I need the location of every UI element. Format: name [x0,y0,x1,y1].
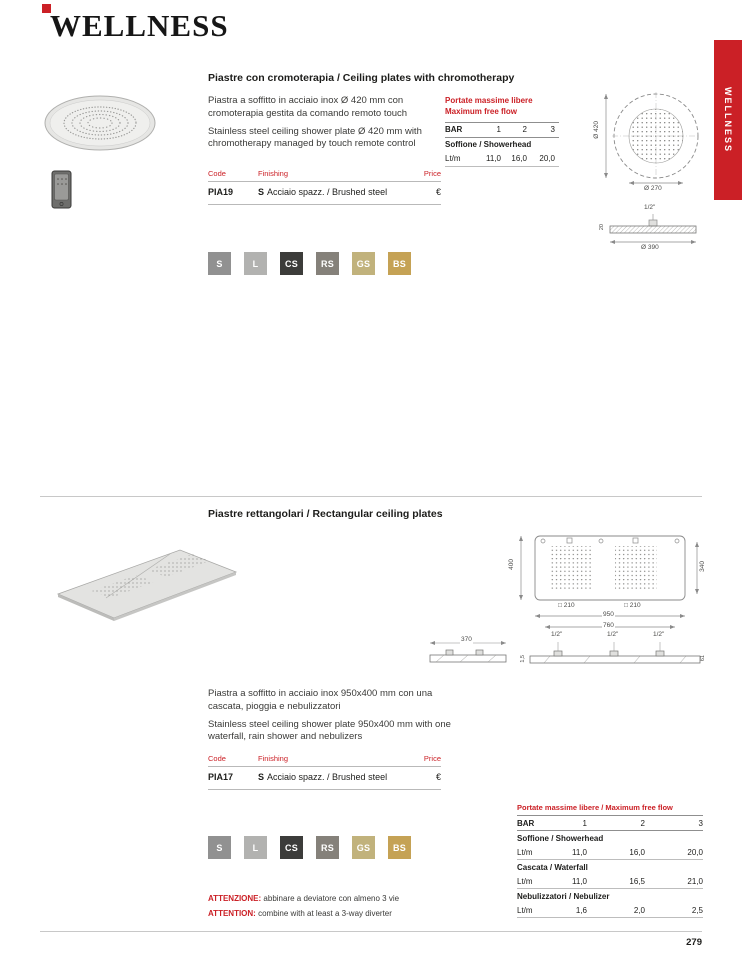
flow-unit: Lt/m [517,876,533,886]
flow-value-3: 20,0 [687,847,703,857]
product-price: € [435,772,441,782]
dim-half-inch-2: 1/2" [607,631,619,638]
price-table-header [208,754,441,767]
rect-plate-plan-drawing [505,524,710,636]
product-price: € [435,187,441,197]
dim-width-760: 760 [603,622,614,629]
attention-text-en: combine with at least a 3-way diverter [258,909,392,919]
dim-height-340: 340 [699,561,706,572]
finish-swatch-l: L [244,836,267,859]
dim-diameter-420: Ø 420 [593,121,600,139]
flow-bar-1: 1 [582,818,587,828]
flow-value-3: 2,5 [691,905,703,915]
dim-width-370: 370 [461,636,472,643]
waterfall-profile-drawing [424,633,512,675]
finish-code: S [258,772,265,782]
flow-value-3: 20,0 [539,154,555,164]
price-table-row [208,767,441,790]
flow-unit: Lt/m [445,154,461,164]
attention-note-it [208,891,399,906]
page-number: 279 [686,937,702,948]
section2-heading: Piastre rettangolari / Rectangular ceiling plates [208,508,443,520]
flow-bar-3: 3 [698,818,703,828]
flow-row-label-waterfall: Cascata / Waterfall [517,862,588,872]
flow-bar-2: 2 [640,818,645,828]
flow-value-1: 11,0 [572,847,587,857]
flow-bar-1: 1 [496,125,501,135]
flow-value-1: 11,0 [572,876,587,886]
dim-thickness-15: 1,5 [520,655,526,663]
attention-note-en [208,906,399,921]
attention-text-it: abbinare a deviatore con almeno 3 vie [263,894,400,903]
finish-swatch-rs: RS [316,252,339,275]
finish-swatch-cs: CS [280,836,303,859]
section2-description-it: Piastra a soffitto in acciaio inox 950x400 mm con una cascata, pioggia e nebulizzatori [208,688,433,712]
code-header: Code [208,754,226,763]
chapter-side-tab [714,40,742,200]
flow-title: Portate massime libere / Maximum free flow [517,803,673,812]
finish-swatch-s: S [208,836,231,859]
finish-label: Acciaio spazz. / Brushed steel [267,187,388,197]
finish-swatch-bs: BS [388,836,411,859]
flow-bar-row [445,122,559,138]
section2-flow-table [517,803,703,918]
finish-swatch-l: L [244,252,267,275]
section2-price-table [208,754,441,790]
section1-flow-table [445,96,559,167]
attention-note [208,891,399,921]
flow-bar-3: 3 [550,125,555,135]
flow-bar-row [517,815,703,831]
round-plate-profile-drawing [598,204,708,266]
product-finish [258,187,436,197]
finish-swatch-cs: CS [280,252,303,275]
finishing-header: Finishing [258,754,289,763]
flow-bar-2: 2 [522,125,527,135]
flow-value-2: 16,0 [629,847,645,857]
round-plate-photo [40,92,162,156]
page-title: WELLNESS [50,8,229,43]
flow-value-2: 16,0 [511,154,527,164]
dim-half-inch-3: 1/2" [653,631,665,638]
flow-unit: Lt/m [517,847,533,857]
finish-swatch-gs: GS [352,252,375,275]
rect-plate-profile-drawing [520,630,706,678]
section1-description [208,95,452,151]
dim-depth-61: 61 [700,655,706,662]
remote-control-photo [50,170,74,210]
dim-square-210-left: □ 210 [558,602,575,609]
flow-value-2: 16,5 [629,876,645,886]
footer-divider [40,931,702,932]
finish-swatch-bs: BS [388,252,411,275]
finishing-header: Finishing [258,169,289,178]
finish-label: Acciaio spazz. / Brushed steel [267,772,388,782]
dim-width-950: 950 [603,611,614,618]
rect-plate-photo [48,534,243,624]
dim-thickness-20: 20 [599,224,605,231]
price-header: Price [423,169,441,178]
price-table-header [208,169,441,182]
section1-price-table [208,169,441,205]
product-code: PIA19 [208,187,234,197]
flow-values-nebulizer [517,903,703,918]
flow-unit: Lt/m [517,905,533,915]
round-plate-plan-drawing [593,90,708,196]
flow-bar-label: BAR [445,125,463,135]
section2-description-en: Stainless steel ceiling shower plate 950x400 mm with one waterfall, rain shower and nebulizers [208,718,451,743]
section2-description [208,688,452,744]
flow-value-2: 2,0 [633,905,645,915]
section1-heading: Piastre con cromoterapia / Ceiling plates with chromotherapy [208,72,515,84]
code-header: Code [208,169,226,178]
dim-half-inch: 1/2" [644,204,656,211]
section1-description-it: Piastra a soffitto in acciaio inox Ø 420 mm con cromoterapia gestita da comando remoto touch [208,95,408,119]
flow-row-label-showerhead: Soffione / Showerhead [517,833,604,843]
product-code: PIA17 [208,772,234,782]
dim-square-210-right: □ 210 [624,602,641,609]
attention-label-it: ATTENZIONE: [208,894,262,903]
flow-title-it: Portate massime libere [445,96,533,105]
flow-title-en: Maximum free flow [445,106,518,116]
price-table-row [208,182,441,205]
finish-swatch-gs: GS [352,836,375,859]
flow-value-1: 1,6 [575,905,587,915]
finish-swatch-s: S [208,252,231,275]
flow-bar-label: BAR [517,818,535,828]
dim-diameter-270: Ø 270 [644,185,662,192]
section1-finish-swatches [208,252,411,275]
section1-description-en: Stainless steel ceiling shower plate Ø 420 mm with chromotherapy managed by touch remote control [208,125,422,150]
chapter-side-tab-label: WELLNESS [723,86,733,153]
price-header: Price [423,754,441,763]
flow-row-label: Soffione / Showerhead [445,140,532,150]
dim-half-inch-1: 1/2" [551,631,563,638]
dim-diameter-390: Ø 390 [641,244,659,251]
section2-finish-swatches [208,836,411,859]
flow-values-row [445,152,559,167]
flow-values-showerhead [517,845,703,860]
attention-label-en: ATTENTION: [208,909,256,919]
section-divider [40,496,702,497]
product-finish [258,772,436,782]
dim-height-400: 400 [508,559,515,570]
flow-value-1: 11,0 [486,154,501,164]
flow-value-3: 21,0 [687,876,703,886]
finish-swatch-rs: RS [316,836,339,859]
flow-row-label-nebulizer: Nebulizzatori / Nebulizer [517,891,610,901]
finish-code: S [258,187,265,197]
flow-values-waterfall [517,874,703,889]
